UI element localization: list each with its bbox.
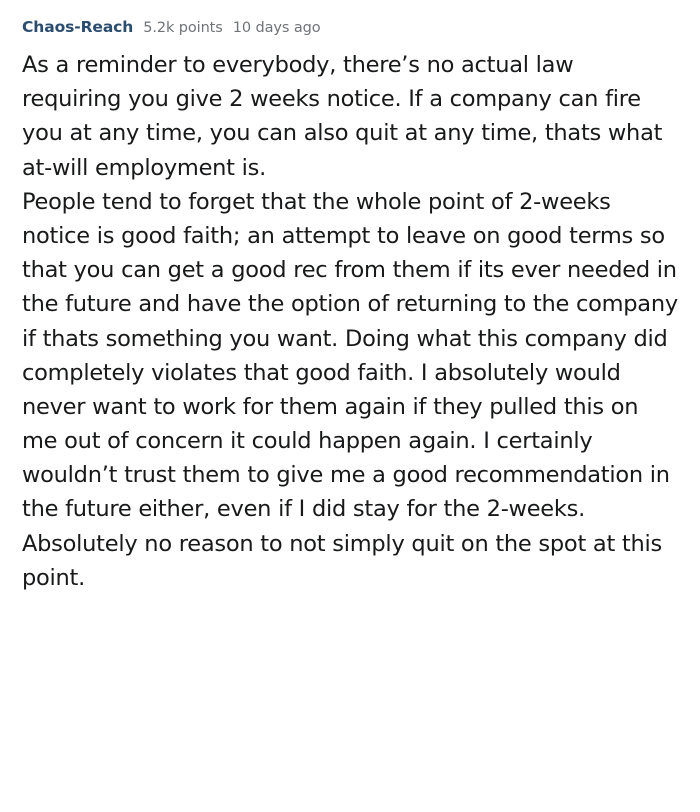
comment-author[interactable]: Chaos-Reach [22,18,134,36]
comment-paragraph-2: People tend to forget that the whole point of 2-weeks notice is good faith; an attempt to leave on good terms so that you can get a good rec from them if its ever needed in the future and have the option of returning to the company if thats something you want. Doing what this company did completely violates that good faith. I absolutely would never want to work for them again if they pulled this on me out of concern it could happen again. I certainly wouldn’t trust them to give me a good recommendation in the future either, even if I did stay for the 2-weeks. Absolutely no reason to not simply quit on the spot at this point. [22,188,678,591]
comment-metadata [22,18,678,36]
comment-points: 5.2k points [143,20,223,36]
comment-timestamp: 10 days ago [232,20,321,36]
comment-paragraph-1: As a reminder to everybody, there’s no actual law requiring you give 2 weeks notice. If a company can fire you at any time, you can also quit at any time, thats what at-will employment is. [22,52,663,181]
comment-body [22,48,678,595]
